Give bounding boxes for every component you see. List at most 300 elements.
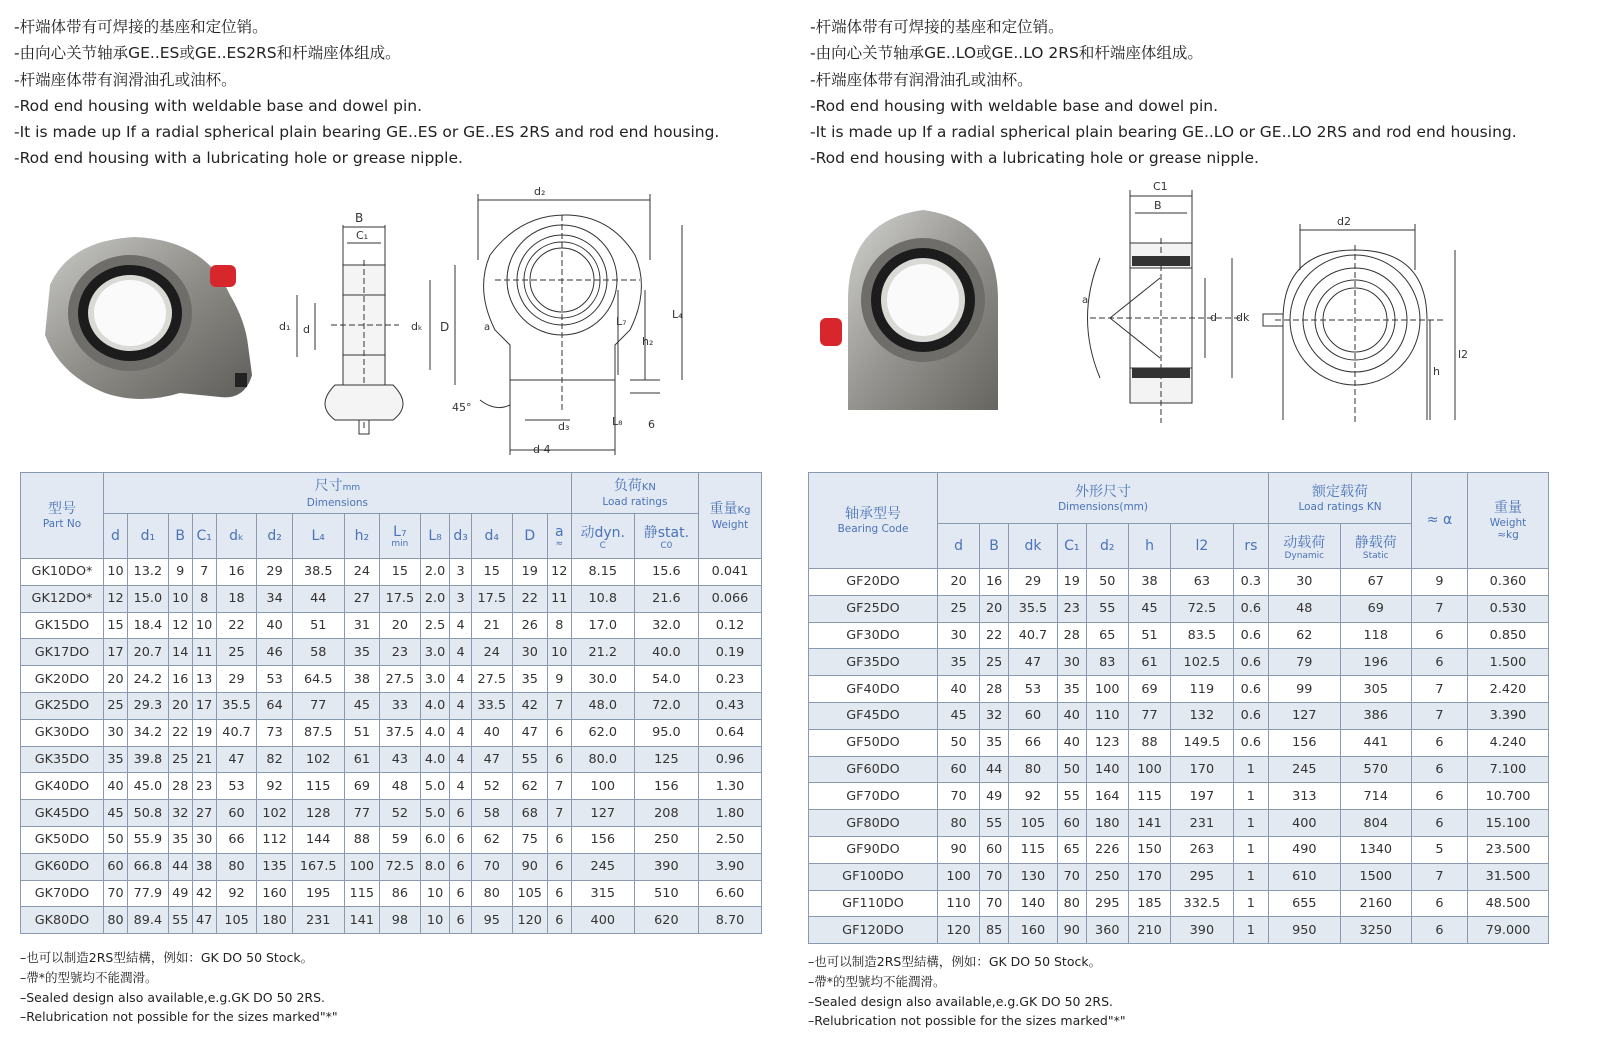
table-cell: 1 [1233,810,1268,837]
table-cell: 40 [471,719,512,746]
table-cell: 35 [168,826,192,853]
table-row [21,773,762,800]
table-cell: 100 [344,853,379,880]
table-cell: 29 [1008,569,1057,596]
table-cell: 88 [1128,729,1170,756]
footnote: –Relubrication not possible for the sizes marked"*" [20,1009,338,1025]
table-cell: 441 [1340,729,1412,756]
label-6: 6 [648,418,655,431]
table-cell: 10.700 [1468,783,1549,810]
table-cell: 89.4 [127,907,168,934]
table-cell: 3 [450,585,471,612]
table-cell: 79.000 [1468,917,1549,944]
table-cell: 197 [1171,783,1234,810]
table-cell: 17 [104,639,128,666]
table-cell: 65 [1086,622,1128,649]
part-number-cell: GF20DO [809,569,938,596]
table-cell: 64 [257,692,292,719]
table-cell: 2.5 [420,612,450,639]
table-cell: 70 [1057,863,1086,890]
table-cell: 50 [1086,569,1128,596]
table-cell: 3 [450,559,471,586]
table-cell: 17.0 [571,612,634,639]
table-cell: 55 [512,746,547,773]
table-cell: 42 [192,880,216,907]
table-cell: 250 [1086,863,1128,890]
table-cell: 6 [547,746,571,773]
table-cell: 100 [571,773,634,800]
table-row [21,826,762,853]
table-cell: 332.5 [1171,890,1234,917]
table-cell: 3.390 [1468,702,1549,729]
gk-product-photo [30,225,265,415]
part-number-cell: GF70DO [809,783,938,810]
table-cell: 55 [168,907,192,934]
table-cell: 92 [1008,783,1057,810]
table-cell: 9 [547,666,571,693]
table-cell: 72.0 [634,692,698,719]
table-cell: 27 [344,585,379,612]
table-cell: 49 [980,783,1009,810]
table-cell: 50 [938,729,980,756]
table-cell: 6.60 [699,880,762,907]
table-cell: 7 [1412,702,1468,729]
table-cell: 1.80 [699,800,762,827]
table-cell: 5.0 [420,773,450,800]
table-row [21,612,762,639]
table-cell: 8 [547,612,571,639]
table-cell: 52 [471,773,512,800]
table-cell: 92 [216,880,257,907]
table-cell: 180 [1086,810,1128,837]
table-cell: 170 [1128,863,1170,890]
load-ratings-header: 负荷KN Load ratings [571,473,698,514]
table-cell: 13 [192,666,216,693]
table-cell: 12 [104,585,128,612]
right-catalog-page [800,0,1600,1061]
table-cell: 115 [344,880,379,907]
table-cell: 54.0 [634,666,698,693]
table-cell: 0.850 [1468,622,1549,649]
table-cell: 170 [1171,756,1234,783]
table-cell: 53 [1008,676,1057,703]
table-cell: 70 [104,880,128,907]
table-cell: 1500 [1340,863,1412,890]
table-cell: 102 [292,746,344,773]
table-row [21,692,762,719]
table-cell: 156 [634,773,698,800]
table-cell: 156 [571,826,634,853]
label-C1: C₁ [356,229,369,242]
column-header: L₄ [292,514,344,559]
table-cell: 30 [1057,649,1086,676]
table-cell: 305 [1340,676,1412,703]
table-cell: 37.5 [379,719,420,746]
table-row [21,853,762,880]
table-cell: 8.15 [571,559,634,586]
table-cell: 8.0 [420,853,450,880]
table-cell: 25 [216,639,257,666]
gk-spec-table [20,472,762,934]
table-cell: 7 [547,800,571,827]
table-cell: 47 [192,907,216,934]
table-cell: 17.5 [471,585,512,612]
table-cell: 0.3 [1233,569,1268,596]
table-cell: 95.0 [634,719,698,746]
table-row [21,880,762,907]
gk-front-drawing [450,180,700,465]
table-cell: 1.500 [1468,649,1549,676]
column-header: d₃ [450,514,471,559]
table-cell: 53 [216,773,257,800]
gk-side-section-drawing [275,205,460,445]
table-cell: 22 [980,622,1009,649]
table-cell: 83.5 [1171,622,1234,649]
table-cell: 0.43 [699,692,762,719]
table-cell: 1340 [1340,836,1412,863]
table-cell: 46 [257,639,292,666]
table-cell: 35 [1057,676,1086,703]
dimensions-header: 外形尺寸 Dimensions(mm) [938,473,1269,524]
part-number-cell: GF45DO [809,702,938,729]
table-cell: 77 [1128,702,1170,729]
table-cell: 60 [980,836,1009,863]
table-row [809,729,1549,756]
table-row [21,800,762,827]
label-a: a [484,322,491,333]
table-cell: 127 [1269,702,1340,729]
table-cell: 9 [168,559,192,586]
part-no-header: 型号 Part No [21,473,104,559]
table-cell: 19 [192,719,216,746]
table-cell: 62 [512,773,547,800]
table-cell: 110 [1086,702,1128,729]
table-row [809,702,1549,729]
table-cell: 10 [420,880,450,907]
table-cell: 68 [512,800,547,827]
table-cell: 40 [1057,702,1086,729]
table-cell: 29 [216,666,257,693]
table-cell: 86 [379,880,420,907]
table-cell: 15 [104,612,128,639]
part-number-cell: GF90DO [809,836,938,863]
table-cell: 85 [980,917,1009,944]
table-cell: 5.0 [420,800,450,827]
table-cell: 35 [344,639,379,666]
column-header: L₇ min [379,514,420,559]
column-header: a ≈ [547,514,571,559]
bearing-code-header: 轴承型号 Bearing Code [809,473,938,569]
table-cell: 7 [547,692,571,719]
table-cell: 48.0 [571,692,634,719]
table-cell: 48 [379,773,420,800]
table-cell: 44 [168,853,192,880]
table-row [809,756,1549,783]
table-cell: 47 [471,746,512,773]
table-cell: 60 [1008,702,1057,729]
table-cell: 144 [292,826,344,853]
table-cell: 160 [257,880,292,907]
table-cell: 23.500 [1468,836,1549,863]
table-cell: 70 [980,890,1009,917]
table-cell: 88 [344,826,379,853]
table-cell: 20 [379,612,420,639]
table-cell: 196 [1340,649,1412,676]
table-cell: 1 [1233,863,1268,890]
label-d2: d2 [1337,215,1351,228]
column-header: C₁ [1057,524,1086,569]
column-header: d₁ [127,514,168,559]
table-cell: 90 [938,836,980,863]
label-dk: dₖ [411,320,423,333]
table-cell: 4 [450,666,471,693]
table-cell: 4.0 [420,719,450,746]
table-cell: 6.0 [420,826,450,853]
table-cell: 40.7 [1008,622,1057,649]
table-cell: 30 [512,639,547,666]
intro-line: -杆端座体带有润滑油孔或油杯。 [810,70,1033,89]
weight-header: 重量Kg Weight [699,473,762,559]
table-cell: 6 [1412,917,1468,944]
table-cell: 0.066 [699,585,762,612]
table-cell: 24 [344,559,379,586]
column-header: l2 [1171,524,1234,569]
table-cell: 149.5 [1171,729,1234,756]
footnote: –帶*的型號均不能潤滑。 [20,969,158,985]
table-row [809,836,1549,863]
table-cell: 4 [450,639,471,666]
table-cell: 231 [292,907,344,934]
footnote: –帶*的型號均不能潤滑。 [808,973,946,989]
part-number-cell: GF25DO [809,595,938,622]
table-cell: 48.500 [1468,890,1549,917]
table-cell: 77 [292,692,344,719]
weight-header: 重量 Weight ≈kg [1468,473,1549,569]
table-cell: 61 [344,746,379,773]
table-cell: 10 [192,612,216,639]
table-cell: 29.3 [127,692,168,719]
table-cell: 87.5 [292,719,344,746]
table-cell: 80 [104,907,128,934]
column-header: 动载荷 Dynamic [1269,524,1340,569]
table-cell: 8 [192,585,216,612]
table-cell: 6 [1412,890,1468,917]
label-dk: dk [1236,311,1250,324]
table-cell: 38 [1128,569,1170,596]
table-cell: 90 [512,853,547,880]
table-cell: 17.5 [379,585,420,612]
table-cell: 35 [980,729,1009,756]
table-cell: 123 [1086,729,1128,756]
table-cell: 510 [634,880,698,907]
table-cell: 32 [980,702,1009,729]
table-cell: 62.0 [571,719,634,746]
table-cell: 55 [1086,595,1128,622]
table-cell: 112 [257,826,292,853]
table-cell: 400 [1269,810,1340,837]
table-cell: 61 [1128,649,1170,676]
table-cell: 140 [1086,756,1128,783]
table-cell: 27.5 [379,666,420,693]
table-cell: 12 [547,559,571,586]
table-cell: 70 [938,783,980,810]
table-cell: 51 [1128,622,1170,649]
gf-spec-table [808,472,1549,944]
table-cell: 39.8 [127,746,168,773]
table-cell: 40.0 [634,639,698,666]
table-row [809,810,1549,837]
table-cell: 15.6 [634,559,698,586]
table-cell: 140 [1008,890,1057,917]
table-cell: 5 [1412,836,1468,863]
table-cell: 6 [450,826,471,853]
table-cell: 15.0 [127,585,168,612]
table-cell: 7 [1412,676,1468,703]
column-header: h₂ [344,514,379,559]
part-number-cell: GF110DO [809,890,938,917]
table-cell: 100 [1128,756,1170,783]
table-cell: 11 [547,585,571,612]
table-cell: 63 [1171,569,1234,596]
table-cell: 6 [450,880,471,907]
table-cell: 25 [104,692,128,719]
table-cell: 53 [257,666,292,693]
part-number-cell: GK35DO [21,746,104,773]
table-cell: 120 [938,917,980,944]
table-cell: 0.360 [1468,569,1549,596]
table-cell: 10 [104,559,128,586]
table-cell: 66 [216,826,257,853]
table-cell: 127 [571,800,634,827]
intro-line: -杆端座体带有润滑油孔或油杯。 [14,70,237,89]
table-cell: 141 [1128,810,1170,837]
table-cell: 4.240 [1468,729,1549,756]
table-cell: 80 [938,810,980,837]
table-cell: 313 [1269,783,1340,810]
table-cell: 1.30 [699,773,762,800]
table-cell: 31 [344,612,379,639]
table-cell: 22 [216,612,257,639]
table-cell: 28 [1057,622,1086,649]
label-d: d [1210,311,1217,324]
table-cell: 102.5 [1171,649,1234,676]
table-cell: 390 [1171,917,1234,944]
table-cell: 3.0 [420,639,450,666]
label-d2: d₂ [534,185,546,198]
intro-line: -Rod end housing with weldable base and dowel pin. [810,96,1219,115]
table-cell: 10.8 [571,585,634,612]
table-cell: 16 [980,569,1009,596]
table-cell: 14 [168,639,192,666]
table-cell: 6 [547,907,571,934]
table-cell: 105 [1008,810,1057,837]
table-cell: 70 [980,863,1009,890]
table-cell: 0.6 [1233,676,1268,703]
table-cell: 105 [216,907,257,934]
column-header: d [938,524,980,569]
column-header: C₁ [192,514,216,559]
table-cell: 20 [168,692,192,719]
table-cell: 60 [1057,810,1086,837]
table-row [809,569,1549,596]
table-cell: 23 [379,639,420,666]
right-intro-text [810,14,1517,172]
label-h2: h₂ [642,335,654,348]
table-cell: 0.6 [1233,622,1268,649]
table-cell: 25 [168,746,192,773]
table-cell: 38 [192,853,216,880]
table-cell: 64.5 [292,666,344,693]
table-row [21,746,762,773]
part-number-cell: GK12DO* [21,585,104,612]
table-cell: 0.12 [699,612,762,639]
table-cell: 73 [257,719,292,746]
table-cell: 47 [1008,649,1057,676]
table-cell: 32 [168,800,192,827]
table-cell: 18.4 [127,612,168,639]
table-cell: 7.100 [1468,756,1549,783]
table-cell: 23 [1057,595,1086,622]
table-cell: 360 [1086,917,1128,944]
table-cell: 35 [938,649,980,676]
table-cell: 72.5 [1171,595,1234,622]
table-cell: 40 [938,676,980,703]
table-cell: 130 [1008,863,1057,890]
table-cell: 82 [257,746,292,773]
part-number-cell: GK50DO [21,826,104,853]
table-cell: 20 [938,569,980,596]
table-cell: 20.7 [127,639,168,666]
table-cell: 0.6 [1233,595,1268,622]
table-cell: 208 [634,800,698,827]
table-cell: 25 [980,649,1009,676]
table-cell: 167.5 [292,853,344,880]
table-cell: 51 [344,719,379,746]
table-cell: 30 [192,826,216,853]
table-cell: 4 [450,773,471,800]
table-cell: 6 [1412,622,1468,649]
table-cell: 90 [1057,917,1086,944]
label-l2: l2 [1458,348,1469,361]
table-cell: 67 [1340,569,1412,596]
table-cell: 19 [512,559,547,586]
table-cell: 21 [192,746,216,773]
part-number-cell: GK60DO [21,853,104,880]
table-cell: 6 [1412,756,1468,783]
table-cell: 150 [1128,836,1170,863]
footnote: –Relubrication not possible for the sizes marked"*" [808,1013,1126,1029]
table-cell: 0.6 [1233,649,1268,676]
table-cell: 35.5 [216,692,257,719]
table-cell: 31.500 [1468,863,1549,890]
table-cell: 10 [547,639,571,666]
table-cell: 35.5 [1008,595,1057,622]
column-header: D [512,514,547,559]
table-cell: 28 [168,773,192,800]
table-cell: 66.8 [127,853,168,880]
table-cell: 10 [420,907,450,934]
table-cell: 6 [547,719,571,746]
table-cell: 15 [471,559,512,586]
table-cell: 180 [257,907,292,934]
table-cell: 50 [1057,756,1086,783]
part-number-cell: GF35DO [809,649,938,676]
table-cell: 2.0 [420,585,450,612]
table-cell: 10 [168,585,192,612]
part-number-cell: GF30DO [809,622,938,649]
table-cell: 30.0 [571,666,634,693]
table-cell: 62 [471,826,512,853]
